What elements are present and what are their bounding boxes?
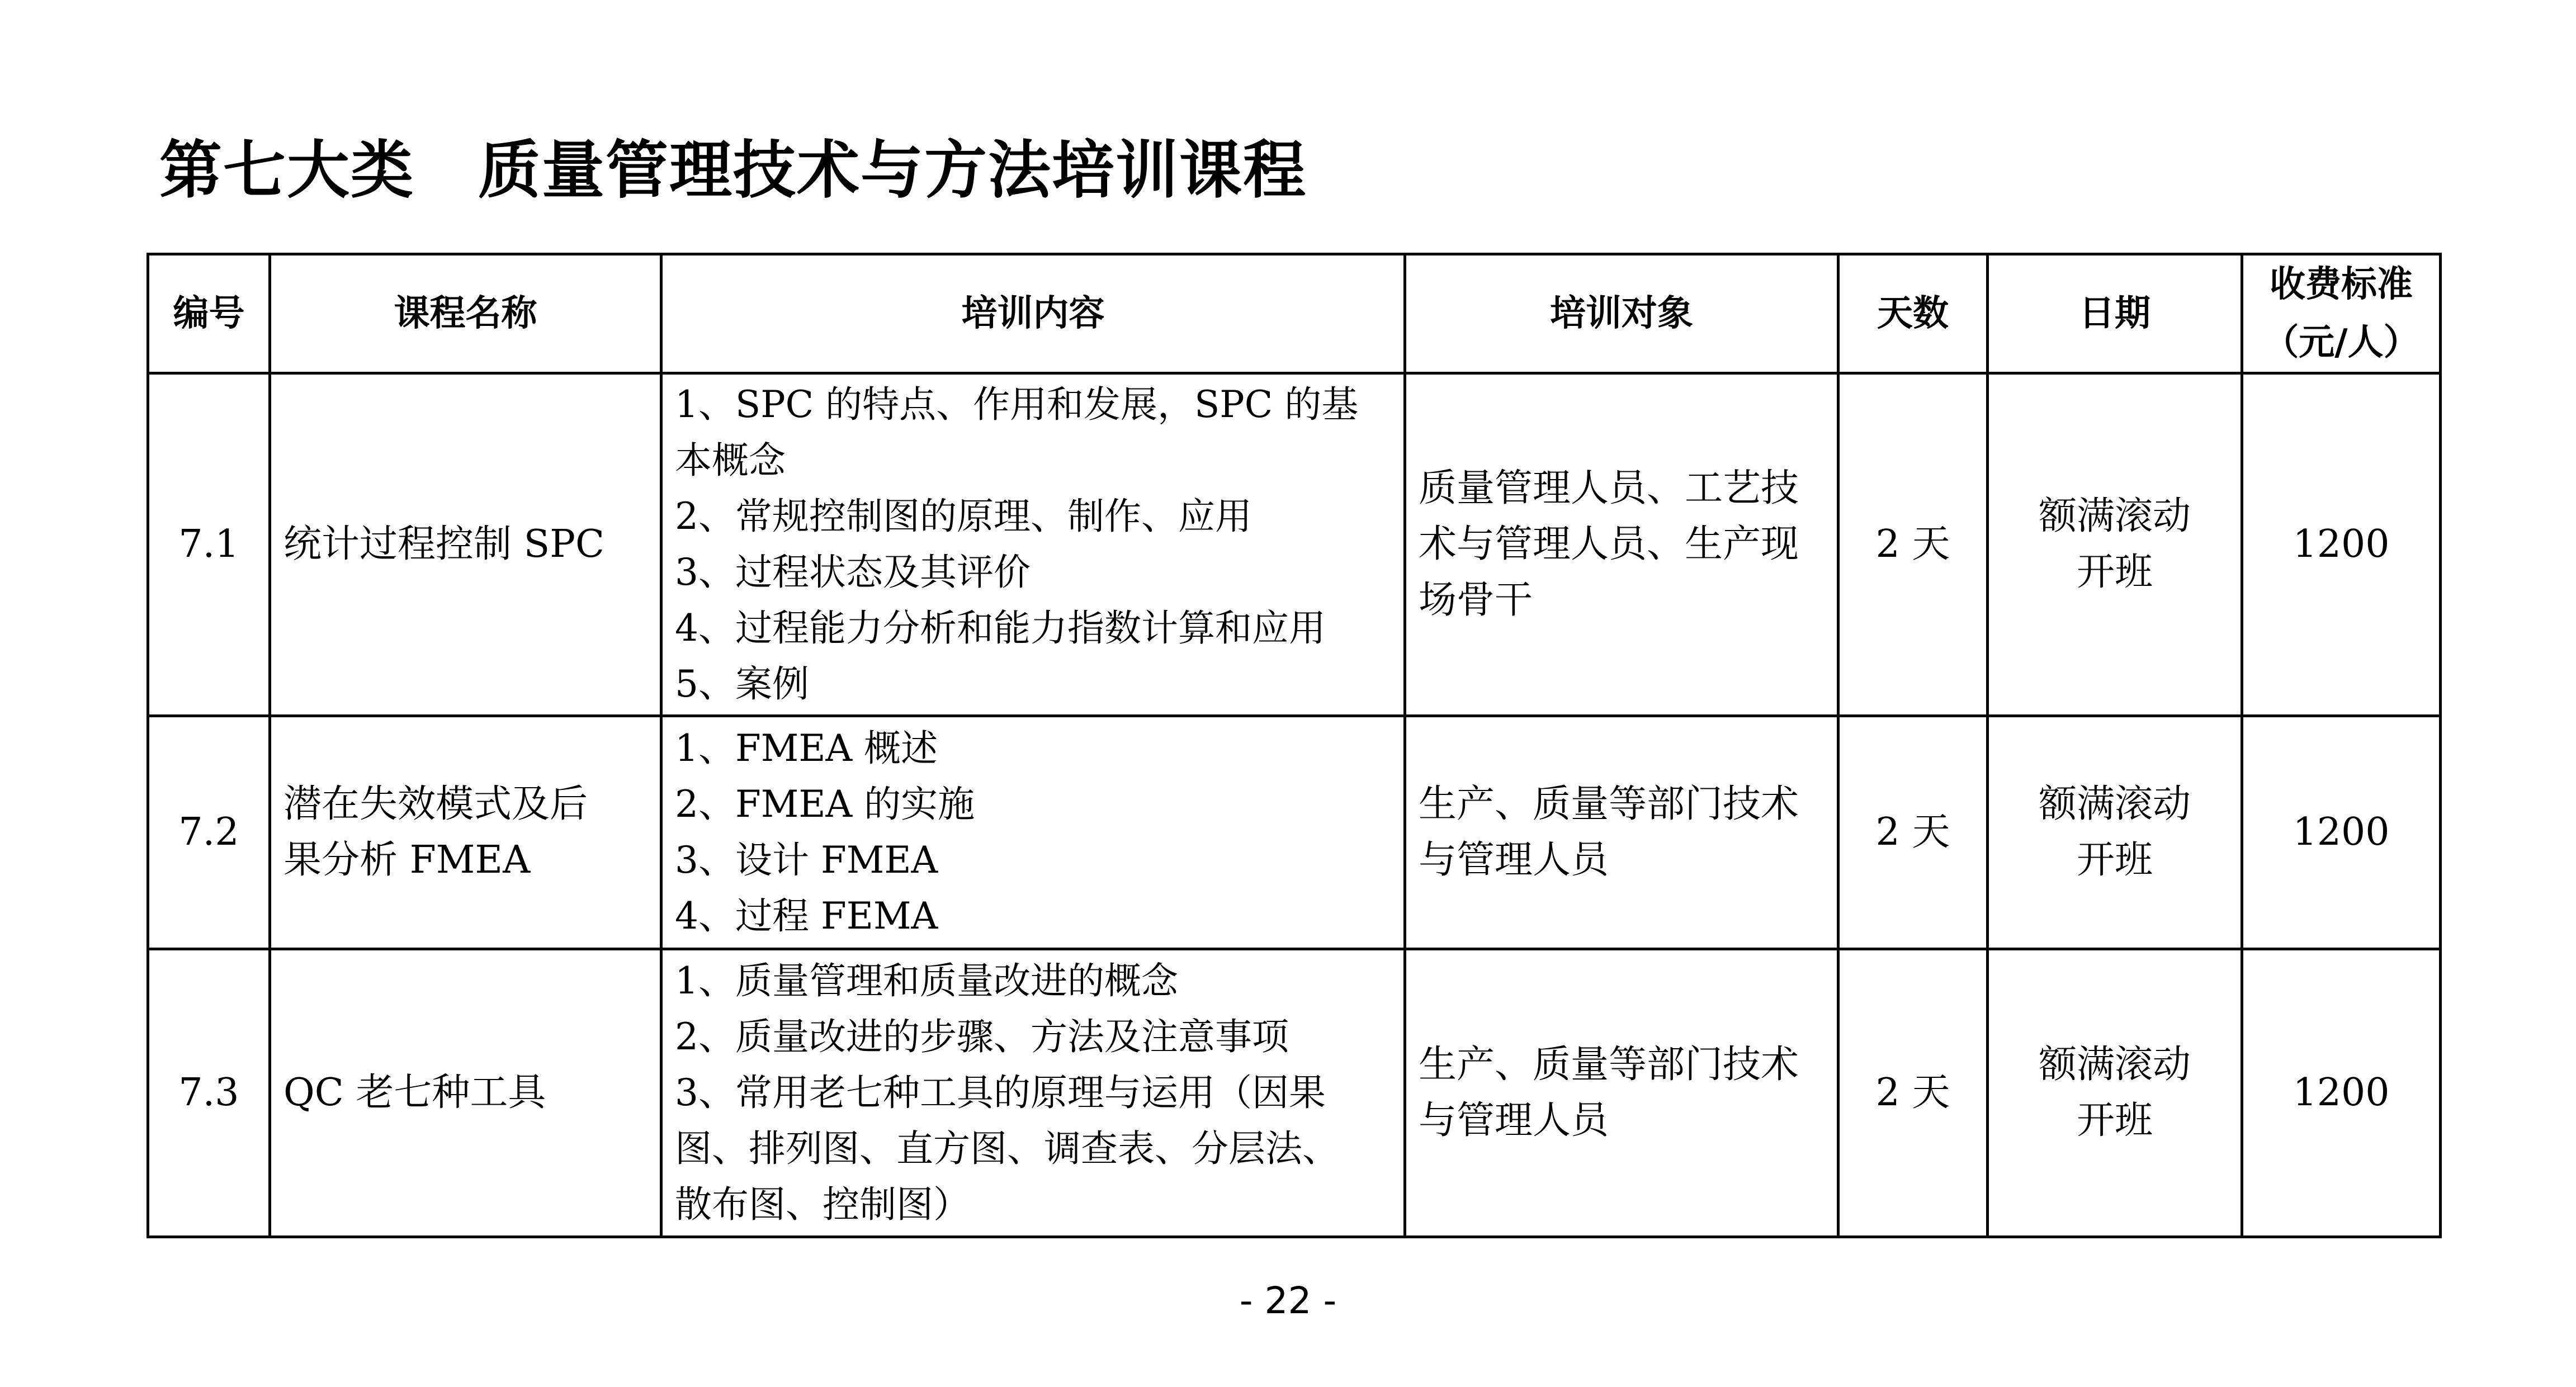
cell-date — [1988, 949, 2242, 1237]
cell-fee: 1200 — [2242, 716, 2441, 949]
content-line: 2、常规控制图的原理、制作、应用 — [675, 495, 1252, 538]
audience-line: 与管理人员 — [1419, 838, 1609, 882]
header-training-content: 培训内容 — [661, 254, 1405, 373]
cell-code: 7.2 — [148, 716, 270, 949]
course-table — [146, 253, 2442, 1238]
cell-days: 2 天 — [1838, 373, 1988, 716]
table-row — [148, 949, 2441, 1237]
content-line: 3、过程状态及其评价 — [675, 551, 1031, 594]
page-title: 第七大类 质量管理技术与方法培训课程 — [159, 134, 1307, 207]
content-line: 4、过程 FEMA — [675, 894, 938, 938]
date-line: 额满滚动 — [2038, 1043, 2191, 1087]
table-row — [148, 716, 2441, 949]
cell-date — [1988, 716, 2242, 949]
header-date: 日期 — [1988, 254, 2242, 373]
content-line: 1、FMEA 概述 — [675, 727, 938, 770]
cell-course-name — [270, 373, 661, 716]
content-line: 图、排列图、直方图、调查表、分层法、 — [675, 1127, 1339, 1170]
table-row — [148, 373, 2441, 716]
audience-line: 生产、质量等部门技术 — [1419, 1043, 1799, 1087]
cell-date — [1988, 373, 2242, 716]
cell-course-name — [270, 949, 661, 1237]
content-line: 1、SPC 的特点、作用和发展，SPC 的基 — [675, 383, 1359, 426]
content-line: 3、设计 FMEA — [675, 839, 938, 882]
date-line: 开班 — [2076, 1099, 2153, 1143]
course-name-line: QC 老七种工具 — [283, 1071, 546, 1115]
content-line: 5、案例 — [675, 662, 809, 706]
audience-line: 质量管理人员、工艺技 — [1419, 466, 1799, 510]
content-line: 3、常用老七种工具的原理与运用（因果 — [675, 1071, 1326, 1114]
table-header-row — [148, 254, 2441, 373]
header-fee-line-1: 收费标准 — [2270, 264, 2413, 305]
cell-training-content — [661, 949, 1405, 1237]
content-line: 2、质量改进的步骤、方法及注意事项 — [675, 1015, 1289, 1058]
header-fee — [2242, 254, 2441, 373]
cell-days: 2 天 — [1838, 716, 1988, 949]
audience-line: 生产、质量等部门技术 — [1419, 782, 1799, 826]
date-line: 开班 — [2076, 550, 2153, 594]
course-name-line: 潜在失效模式及后 — [283, 782, 588, 826]
header-code: 编号 — [148, 254, 270, 373]
course-name-line: 统计过程控制 SPC — [283, 522, 604, 566]
cell-code: 7.1 — [148, 373, 270, 716]
content-line: 2、FMEA 的实施 — [675, 783, 975, 826]
header-training-audience: 培训对象 — [1405, 254, 1838, 373]
audience-line: 术与管理人员、生产现 — [1419, 522, 1799, 566]
audience-line: 场骨干 — [1419, 578, 1533, 622]
date-line: 额满滚动 — [2038, 782, 2191, 826]
cell-training-content — [661, 373, 1405, 716]
header-fee-line-2: （元/人） — [2263, 322, 2419, 363]
content-line: 4、过程能力分析和能力指数计算和应用 — [675, 607, 1326, 650]
course-name-line: 果分析 FMEA — [283, 838, 531, 882]
page-number: - 22 - — [1239, 1279, 1337, 1322]
content-line: 散布图、控制图） — [675, 1183, 970, 1226]
cell-days: 2 天 — [1838, 949, 1988, 1237]
cell-training-content — [661, 716, 1405, 949]
cell-training-audience — [1405, 716, 1838, 949]
header-course-name: 课程名称 — [270, 254, 661, 373]
cell-fee: 1200 — [2242, 949, 2441, 1237]
content-line: 1、质量管理和质量改进的概念 — [675, 959, 1178, 1002]
cell-course-name — [270, 716, 661, 949]
audience-line: 与管理人员 — [1419, 1099, 1609, 1143]
cell-code: 7.3 — [148, 949, 270, 1237]
cell-training-audience — [1405, 949, 1838, 1237]
content-line: 本概念 — [675, 439, 786, 482]
date-line: 开班 — [2076, 838, 2153, 882]
header-days: 天数 — [1838, 254, 1988, 373]
cell-fee: 1200 — [2242, 373, 2441, 716]
date-line: 额满滚动 — [2038, 494, 2191, 538]
cell-training-audience — [1405, 373, 1838, 716]
